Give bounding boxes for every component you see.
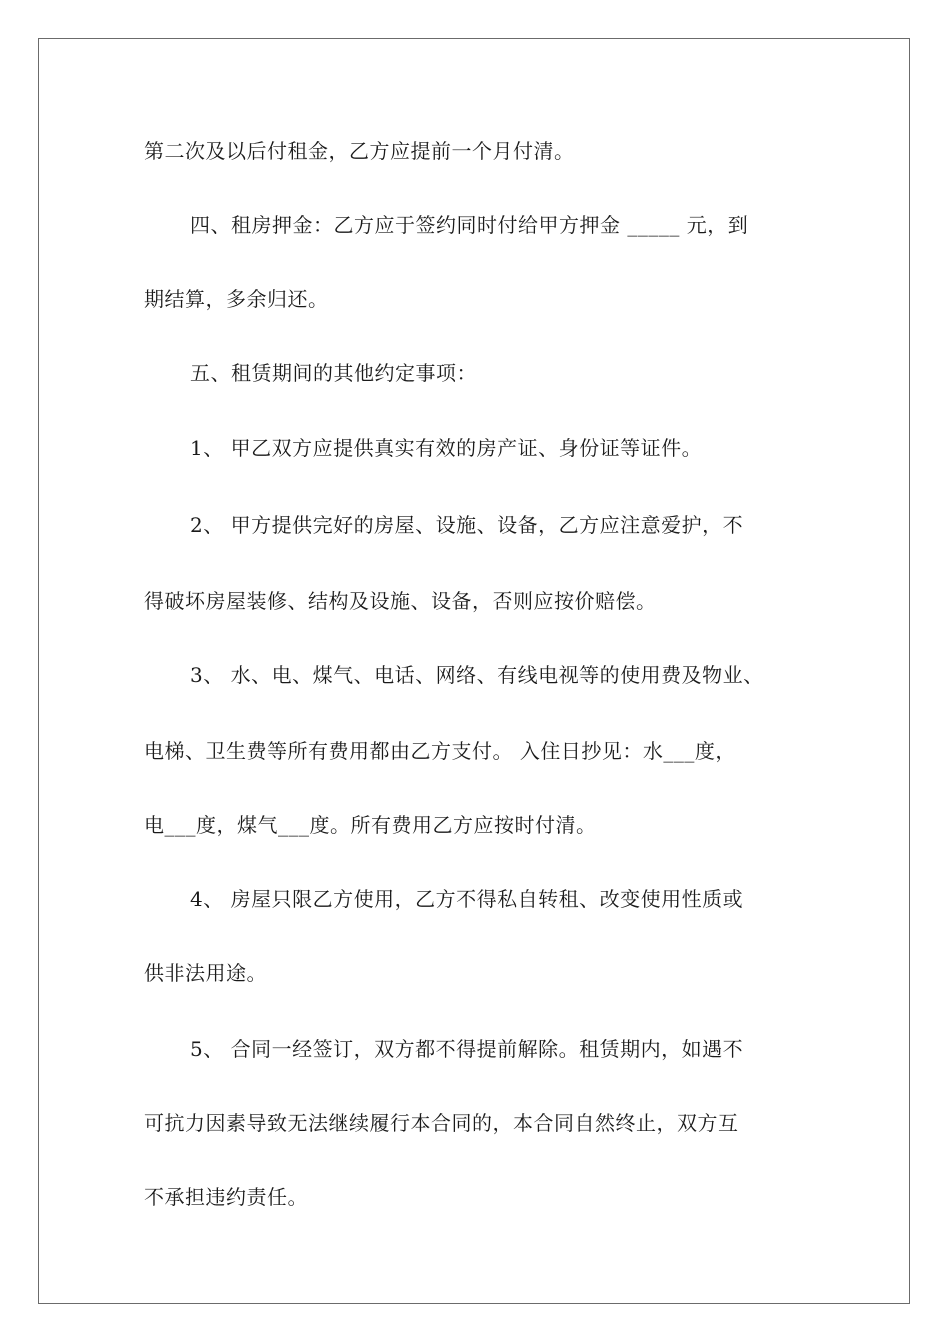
paragraph-line: 得破坏房屋装修、结构及设施、设备，否则应按价赔偿。	[144, 589, 657, 613]
paragraph-line: 期结算，多余归还。	[144, 287, 329, 311]
paragraph-line: 四、租房押金：乙方应于签约同时付给甲方押金 _____ 元，到	[190, 213, 749, 237]
paragraph-line: 第二次及以后付租金，乙方应提前一个月付清。	[144, 139, 575, 163]
paragraph-line: 不承担违约责任。	[144, 1185, 308, 1209]
list-item: 5、 合同一经签订，双方都不得提前解除。租赁期内，如遇不	[190, 1037, 744, 1061]
paragraph-line: 供非法用途。	[144, 961, 267, 985]
paragraph-line: 电梯、卫生费等所有费用都由乙方支付。 入住日抄见：水___度，	[144, 739, 736, 763]
list-item: 4、 房屋只限乙方使用，乙方不得私自转租、改变使用性质或	[190, 887, 744, 911]
paragraph-line: 电___度，煤气___度。所有费用乙方应按时付清。	[144, 813, 597, 837]
section-heading: 五、租赁期间的其他约定事项：	[190, 361, 477, 385]
list-item: 2、 甲方提供完好的房屋、设施、设备，乙方应注意爱护，不	[190, 513, 744, 537]
paragraph-line: 可抗力因素导致无法继续履行本合同的，本合同自然终止，双方互	[144, 1111, 739, 1135]
list-item: 3、 水、电、煤气、电话、网络、有线电视等的使用费及物业、	[190, 663, 764, 687]
list-item: 1、 甲乙双方应提供真实有效的房产证、身份证等证件。	[190, 436, 703, 460]
